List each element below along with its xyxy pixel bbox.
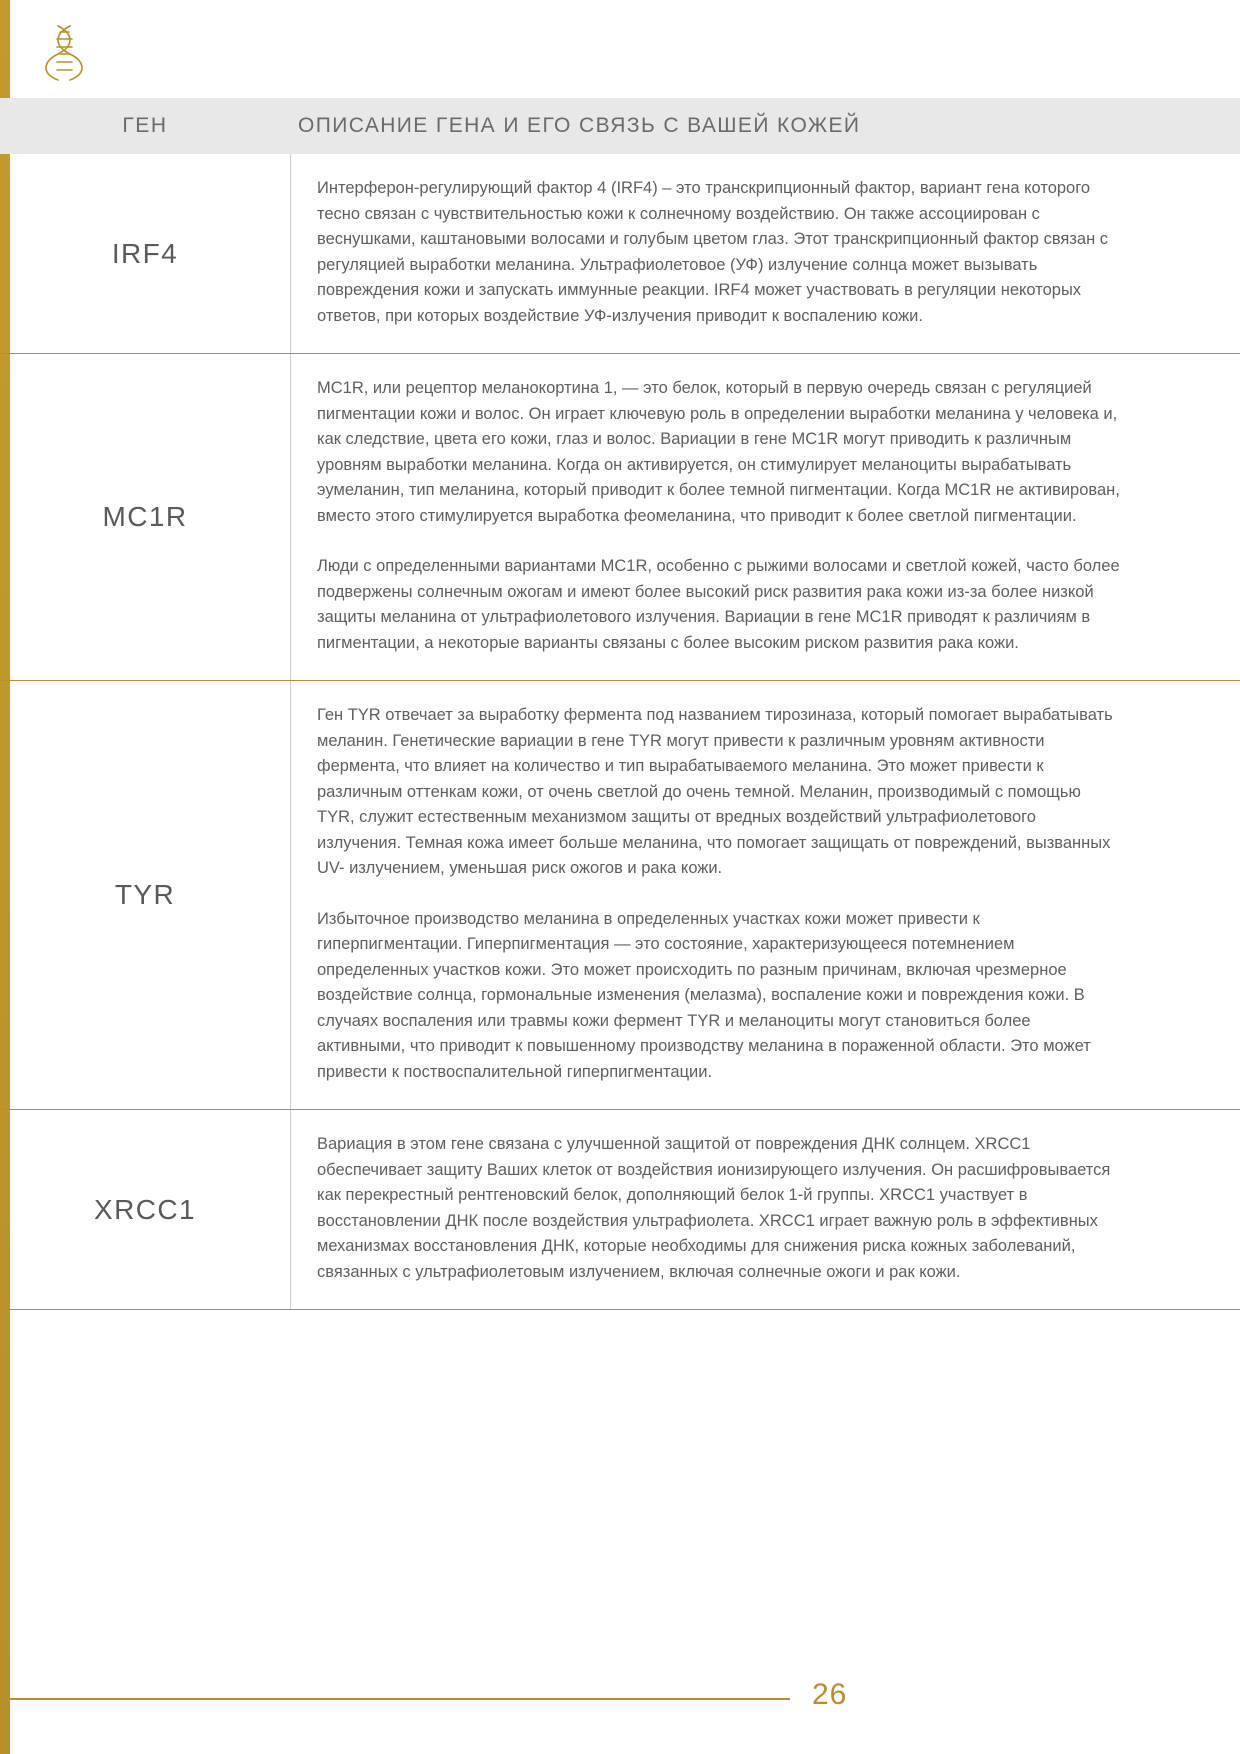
paragraph: Интерферон-регулирующий фактор 4 (IRF4) – это транскрипционный фактор, вариант гена которого тесно связан с чувствительностью кожи к солнечному воздействию. Он также ассоциирован с веснушками, каштановыми волосами и голубым цветом глаз. Этот транскрипционный фактор связан с регуляцией выработки меланина. Ультрафиолетовое (УФ) излучение солнца может вызывать повреждения кожи и запускать иммунные реакции. IRF4 может участвовать в регуляции некоторых ответов, при которых воздействие УФ-излучения приводит к воспалению кожи. xyxy=(317,179,1109,325)
gene-description-cell xyxy=(291,354,1240,680)
paragraph: Люди с определенными вариантами MC1R, особенно с рыжими волосами и светлой кожей, часто более подвержены солнечным ожогам и имеют более высокий риск развития рака кожи из-за более низкой защиты меланина от ультрафиолетового излучения. Вариации в гене MC1R приводят к различиям в пигментации, а некоторые варианты связаны с более высоким риском развития рака кожи. xyxy=(317,557,1120,652)
table-row xyxy=(0,354,1240,681)
paragraph: Ген TYR отвечает за выработку фермента под названием тирозиназа, который помогает вырабатывать меланин. Генетические вариации в гене TYR могут привести к различным уровням активности фермента, что влияет на количество и тип вырабатываемого меланина. Это может привести к различным оттенкам кожи, от очень светлой до очень темной. Меланин, производимый с помощью TYR, служит естественным механизмом защиты от вредных воздействий ультрафиолетового излучения. Темная кожа имеет больше меланина, что помогает защищать от повреждений, вызванных UV- излучением, уменьшая риск ожогов и рака кожи. xyxy=(317,706,1113,877)
table-row xyxy=(0,1110,1240,1310)
dna-helix-logo-icon xyxy=(36,20,96,82)
table-row xyxy=(0,681,1240,1110)
page-footer xyxy=(0,1658,1240,1754)
gene-name-cell: TYR xyxy=(0,681,291,1109)
gene-description-cell xyxy=(291,1110,1240,1309)
table-row xyxy=(0,154,1240,354)
column-header-gene: ГЕН xyxy=(122,114,168,137)
paragraph: Вариация в этом гене связана с улучшенной защитой от повреждения ДНК солнцем. XRCC1 обеспечивает защиту Ваших клеток от воздействия ионизирующего излучения. Он расшифровывается как перекрестный рентгеновский белок, дополняющий белок 1-й группы. XRCC1 участвует в восстановлении ДНК после воздействия ультрафиолета. XRCC1 играет важную роль в эффективных механизмах восстановления ДНК, которые необходимы для снижения риска кожных заболеваний, связанных с ультрафиолетовым излучением, включая солнечные ожоги и рак кожи. xyxy=(317,1135,1111,1281)
gene-name-cell: XRCC1 xyxy=(0,1110,291,1309)
gene-table-body xyxy=(0,154,1240,1310)
gene-description-cell xyxy=(291,154,1240,353)
paragraph: MC1R, или рецептор меланокортина 1, — это белок, который в первую очередь связан с регуляцией пигментации кожи и волос. Он играет ключевую роль в определении выработки меланина у человека и, как следствие, цвета его кожи, глаз и волос. Вариации в гене MC1R могут приводить к различным уровням выработки меланина. Когда он активируется, он стимулирует меланоциты вырабатывать эумеланин, тип меланина, который приводит к более темной пигментации. Когда MC1R не активирован, вместо этого стимулируется выработка феомеланина, что приводит к более светлой пигментации. xyxy=(317,379,1120,525)
paragraph: Избыточное производство меланина в определенных участках кожи может привести к гиперпигментации. Гиперпигментация — это состояние, характеризующееся потемнением определенных участков кожи. Это может происходить по разным причинам, включая чрезмерное воздействие солнца, гормональные изменения (мелазма), воспаление кожи и повреждения кожи. В случаях воспаления или травмы кожи фермент TYR и меланоциты могут становиться более активными, что приводит к повышенному производству меланина в пораженной области. Это может привести к поствоспалительной гиперпигментации. xyxy=(317,909,1091,1081)
footer-rule xyxy=(0,1698,790,1700)
page-number: 26 xyxy=(812,1678,848,1711)
table-header-band xyxy=(0,98,1240,154)
gene-name-cell: MC1R xyxy=(0,354,291,680)
column-header-description: ОПИСАНИЕ ГЕНА И ЕГО СВЯЗЬ С ВАШЕЙ КОЖЕЙ xyxy=(298,114,861,137)
gene-name-cell: IRF4 xyxy=(0,154,291,353)
gene-description-cell xyxy=(291,681,1240,1109)
header-logo-area xyxy=(0,0,1240,98)
